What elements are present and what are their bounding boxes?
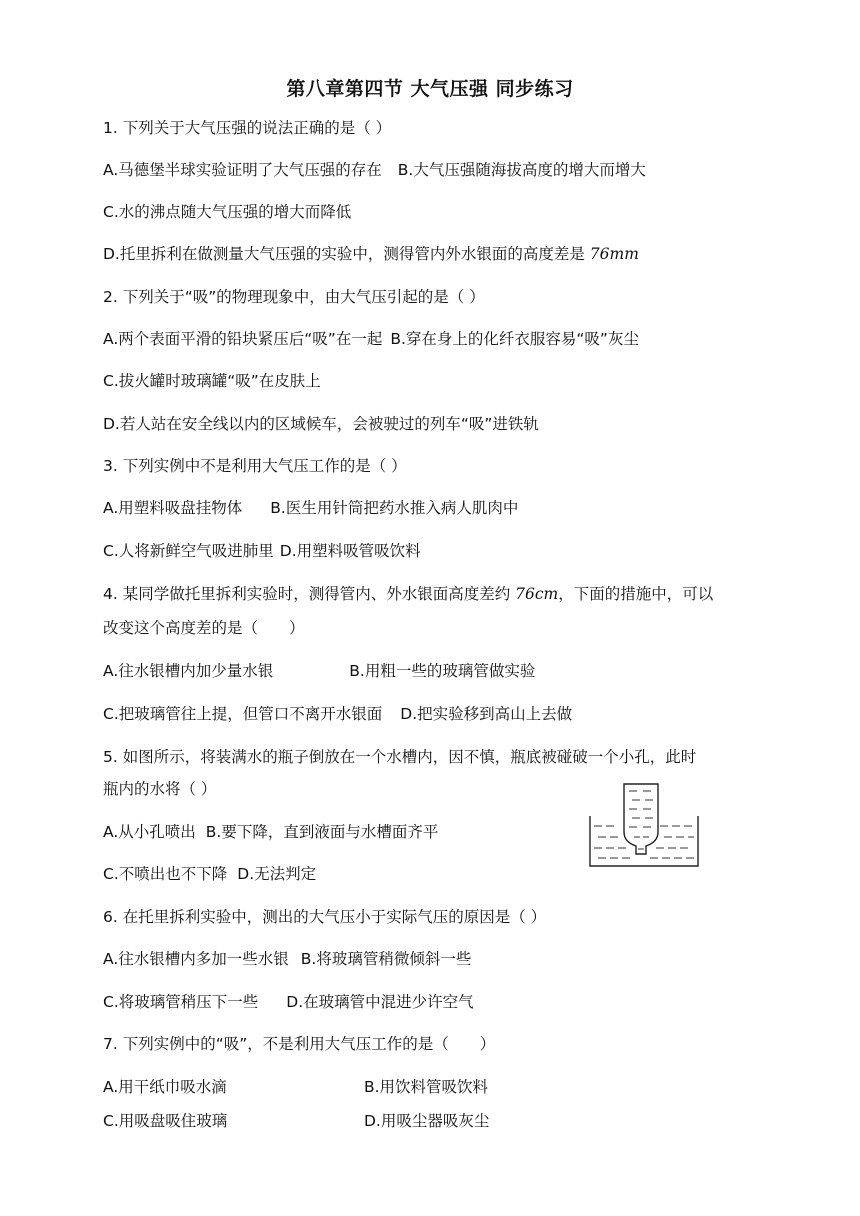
q5-options-ab — [103, 821, 438, 843]
q5-option-b: B.要下降，直到液面与水槽面齐平 — [205, 823, 439, 841]
q2-option-d: D.若人站在安全线以内的区域候车，会被驶过的列车“吸”进铁轨 — [103, 415, 539, 433]
q4-stem — [103, 583, 713, 605]
page-title: 第八章第四节 大气压强 同步练习 — [286, 78, 574, 100]
q6-option-a: A.往水银槽内多加一些水银 — [103, 950, 289, 968]
q4-option-a: A.往水银槽内加少量水银 — [103, 662, 274, 680]
q1-stem: 1. 下列关于大气压强的说法正确的是（ ） — [103, 119, 392, 137]
q4-stem-math: 76cm — [515, 585, 559, 603]
q4-options-ab — [103, 660, 535, 682]
q5-options-cd — [103, 863, 316, 885]
q1-option-b: B.大气压强随海拔高度的增大而增大 — [397, 161, 646, 179]
q2-options-ab — [103, 328, 639, 350]
q4-options-cd — [103, 703, 572, 725]
q1-option-c: C.水的沸点随大气压强的增大而降低 — [103, 203, 352, 221]
q2-option-a: A.两个表面平滑的铅块紧压后“吸”在一起 — [103, 330, 383, 348]
q7-option-d: D.用吸尘器吸灰尘 — [364, 1112, 490, 1130]
q6-options-ab — [103, 948, 471, 970]
q7-stem: 7. 下列实例中的“吸”，不是利用大气压工作的是（ ） — [103, 1035, 496, 1053]
q7-option-c: C.用吸盘吸住玻璃 — [103, 1112, 228, 1130]
q4-option-c: C.把玻璃管往上提，但管口不离开水银面 — [103, 705, 383, 723]
q6-option-c: C.将玻璃管稍压下一些 — [103, 993, 259, 1011]
inverted-bottle-figure — [588, 782, 700, 868]
q1-option-d-math: 76mm — [589, 245, 639, 263]
q6-stem: 6. 在托里拆利实验中，测出的大气压小于实际气压的原因是（ ） — [103, 908, 547, 926]
q6-option-d: D.在玻璃管中混进少许空气 — [286, 993, 474, 1011]
q3-options-ab — [103, 497, 518, 519]
q4-option-b: B.用粗一些的玻璃管做实验 — [349, 662, 536, 680]
q7-option-b: B.用饮料管吸饮料 — [364, 1078, 489, 1096]
q1-option-d — [103, 243, 639, 265]
q3-option-c: C.人将新鲜空气吸进肺里 — [103, 542, 274, 560]
q2-stem: 2. 下列关于“吸”的物理现象中，由大气压引起的是（ ） — [103, 288, 485, 306]
q3-option-d: D.用塑料吸管吸饮料 — [279, 542, 421, 560]
q2-option-b: B.穿在身上的化纤衣服容易“吸”灰尘 — [390, 330, 639, 348]
q4-stem-part1: 4. 某同学做托里拆利实验时，测得管内、外水银面高度差约 — [103, 585, 516, 603]
q3-option-a: A.用塑料吸盘挂物体 — [103, 499, 243, 517]
q3-option-b: B.医生用针筒把药水推入病人肌肉中 — [270, 499, 519, 517]
q5-option-a: A.从小孔喷出 — [103, 823, 196, 841]
q5-stem-line2: 瓶内的水将（ ） — [103, 780, 217, 798]
q6-options-cd — [103, 991, 474, 1013]
inverted-bottle — [624, 784, 658, 854]
q4-option-d: D.把实验移到高山上去做 — [400, 705, 573, 723]
q2-option-c: C.拔火罐时玻璃罐“吸”在皮肤上 — [103, 372, 321, 390]
q4-stem-part2: ，下面的措施中，可以 — [558, 585, 714, 603]
q1-option-d-text: D.托里拆利在做测量大气压强的实验中，测得管内外水银面的高度差是 — [103, 245, 590, 263]
q5-stem-line1: 5. 如图所示，将装满水的瓶子倒放在一个水槽内，因不慎，瓶底被碰破一个小孔，此时 — [103, 748, 697, 766]
q1-options-ab — [103, 159, 646, 181]
q4-stem-line2: 改变这个高度差的是（ ） — [103, 619, 305, 637]
q6-option-b: B.将玻璃管稍微倾斜一些 — [300, 950, 472, 968]
q3-stem: 3. 下列实例中不是利用大气压工作的是（ ） — [103, 457, 407, 475]
q3-options-cd — [103, 540, 421, 562]
q7-option-a: A.用干纸巾吸水滴 — [103, 1078, 227, 1096]
q5-option-d: D.无法判定 — [237, 865, 317, 883]
q5-option-c: C.不喷出也不下降 — [103, 865, 228, 883]
q1-option-a: A.马德堡半球实验证明了大气压强的存在 — [103, 161, 382, 179]
